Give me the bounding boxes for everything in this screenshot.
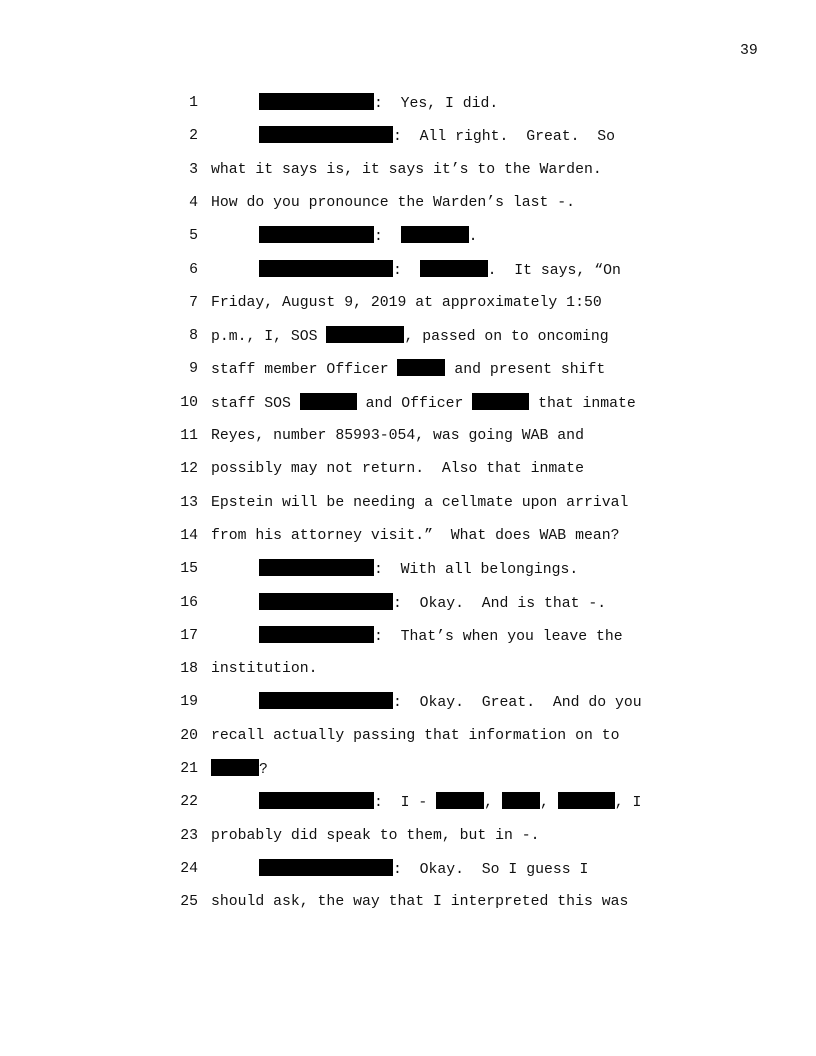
transcript-line: [0, 659, 816, 679]
line-number: 3: [189, 161, 198, 178]
text-segment: , passed on to oncoming: [404, 329, 609, 346]
transcript-line: [0, 260, 816, 280]
line-number: 24: [180, 860, 198, 877]
text-segment: : That’s when you leave the: [374, 628, 623, 645]
line-number: 8: [189, 328, 198, 345]
line-text: [211, 293, 602, 313]
redaction-block: [397, 359, 445, 376]
text-segment: : With all belongings.: [374, 562, 579, 579]
text-segment: ,: [539, 795, 558, 812]
transcript-line: [0, 326, 816, 346]
line-number: 6: [189, 261, 198, 278]
line-text: [211, 359, 605, 380]
text-segment: probably did speak to them, but in -.: [211, 827, 540, 844]
line-text: [259, 559, 578, 580]
redaction-block: [259, 626, 374, 643]
redaction-block: [420, 260, 488, 277]
line-number: 9: [189, 361, 198, 378]
line-text: [211, 160, 602, 180]
transcript-line: [0, 759, 816, 779]
redaction-block: [259, 593, 393, 610]
line-number: 18: [180, 661, 198, 678]
line-text: [211, 393, 636, 414]
line-number: 4: [189, 194, 198, 211]
redaction-block: [472, 393, 529, 410]
transcript-line: [0, 792, 816, 812]
line-text: [259, 226, 478, 247]
line-number: 11: [180, 428, 198, 444]
transcript-line: [0, 426, 816, 446]
transcript-line: [0, 359, 816, 379]
transcript-line: [0, 626, 816, 646]
text-segment: How do you pronounce the Warden’s last -.: [211, 194, 576, 211]
line-number: 25: [180, 894, 198, 911]
text-segment: : Okay. Great. And do you: [393, 695, 642, 712]
transcript-line: [0, 126, 816, 146]
text-segment: should ask, the way that I interpreted this was: [211, 894, 629, 911]
text-segment: that inmate: [529, 395, 636, 412]
line-text: [211, 326, 609, 347]
text-segment: Epstein will be needing a cellmate upon arrival: [211, 494, 629, 511]
line-text: [259, 692, 642, 713]
line-number: 23: [180, 827, 198, 844]
line-text: [211, 493, 628, 513]
text-segment: recall actually passing that information on to: [211, 727, 620, 744]
redaction-block: [558, 792, 615, 809]
line-number: 10: [180, 394, 198, 411]
line-number: 16: [180, 594, 198, 611]
transcript-line: [0, 892, 816, 912]
redaction-block: [401, 226, 469, 243]
line-number: 19: [180, 694, 198, 711]
text-segment: : Okay. And is that -.: [393, 595, 607, 612]
line-number: 5: [189, 228, 198, 245]
line-text: [211, 892, 628, 912]
text-segment: :: [393, 262, 420, 279]
text-segment: , I: [614, 795, 642, 812]
redaction-block: [259, 859, 393, 876]
line-text: [259, 593, 606, 614]
page-number: 39: [740, 43, 758, 59]
redaction-block: [259, 559, 374, 576]
line-number: 22: [180, 794, 198, 811]
line-text: [211, 459, 584, 479]
text-segment: : I -: [374, 795, 437, 812]
line-text: [211, 759, 268, 780]
text-segment: p.m., I, SOS: [211, 329, 327, 346]
text-segment: staff SOS: [211, 395, 300, 412]
text-segment: staff member Officer: [211, 362, 398, 379]
redaction-block: [259, 93, 374, 110]
line-text: [211, 826, 540, 846]
line-number: 7: [189, 294, 198, 311]
text-segment: and present shift: [445, 362, 606, 379]
redaction-block: [259, 692, 393, 709]
text-segment: .: [468, 229, 478, 246]
transcript-line: [0, 293, 816, 313]
line-text: [259, 260, 621, 281]
transcript-line: [0, 160, 816, 180]
text-segment: from his attorney visit.” What does WAB mean?: [211, 527, 620, 544]
redaction-block: [502, 792, 540, 809]
text-segment: ,: [484, 795, 502, 812]
redaction-block: [300, 393, 357, 410]
transcript-line: [0, 859, 816, 879]
line-number: 14: [180, 527, 198, 544]
redaction-block: [259, 126, 393, 143]
redaction-block: [259, 792, 374, 809]
line-number: 20: [180, 727, 198, 744]
transcript-line: [0, 593, 816, 613]
line-text: [259, 126, 615, 147]
text-segment: and Officer: [356, 395, 473, 412]
transcript-line: [0, 226, 816, 246]
line-text: [259, 859, 588, 880]
text-segment: : Yes, I did.: [374, 96, 499, 112]
line-number: 12: [180, 461, 198, 478]
redaction-block: [259, 260, 393, 277]
line-number: 15: [180, 561, 198, 578]
line-text: [259, 93, 498, 114]
line-number: 21: [180, 761, 198, 777]
transcript-line: [0, 526, 816, 546]
text-segment: : All right. Great. So: [393, 129, 615, 146]
text-segment: Friday, August 9, 2019 at approximately 1:50: [211, 294, 602, 311]
line-text: [211, 426, 584, 446]
redaction-block: [211, 759, 259, 776]
text-segment: institution.: [211, 661, 318, 678]
line-text: [211, 659, 318, 679]
line-text: [259, 626, 623, 647]
line-number: 13: [180, 494, 198, 511]
text-segment: possibly may not return. Also that inmate: [211, 461, 584, 478]
transcript-line: [0, 493, 816, 513]
line-number: 2: [189, 128, 198, 145]
transcript-line: [0, 692, 816, 712]
text-segment: what it says is, it says it’s to the Warden.: [211, 161, 602, 178]
line-text: [259, 792, 641, 813]
line-text: [211, 193, 575, 213]
text-segment: Reyes, number 85993-054, was going WAB and: [211, 428, 584, 444]
transcript-line: [0, 93, 816, 113]
redaction-block: [259, 226, 374, 243]
redaction-block: [436, 792, 484, 809]
transcript-line: [0, 559, 816, 579]
transcript-line: [0, 826, 816, 846]
text-segment: :: [374, 229, 401, 246]
transcript-line: [0, 726, 816, 746]
text-segment: . It says, “On: [487, 262, 621, 279]
transcript-line: [0, 393, 816, 413]
line-number: 1: [189, 95, 198, 111]
transcript-line: [0, 193, 816, 213]
text-segment: ?: [259, 762, 268, 778]
redaction-block: [326, 326, 404, 343]
line-text: [211, 726, 619, 746]
line-text: [211, 526, 619, 546]
line-number: 17: [180, 627, 198, 644]
text-segment: : Okay. So I guess I: [393, 861, 589, 878]
transcript-line: [0, 459, 816, 479]
